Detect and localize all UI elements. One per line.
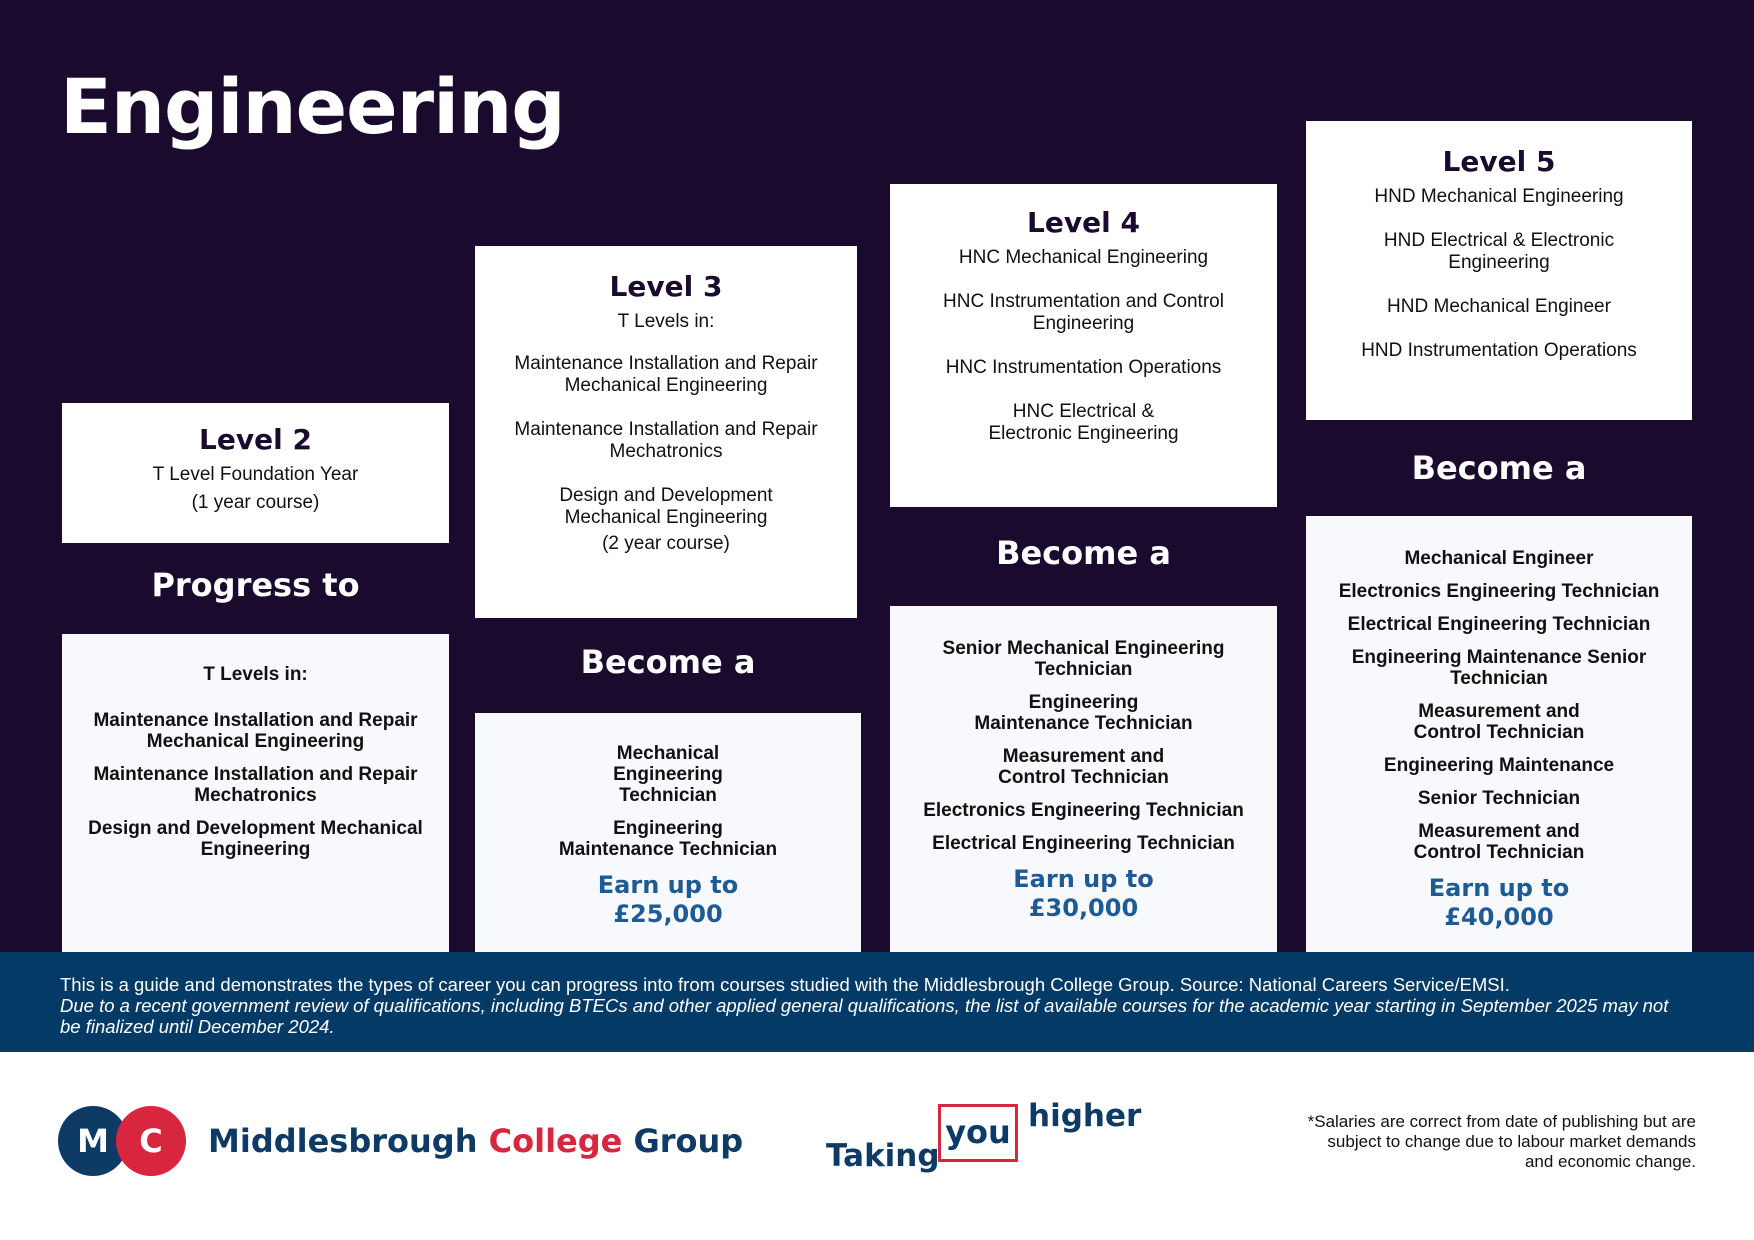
level-2-qual: (1 year course) (191, 492, 320, 513)
level-5-qual: HND Instrumentation Operations (1361, 340, 1637, 361)
outcome-item: Measurement and Control Technician (1413, 701, 1585, 743)
earn-label: Earn up to (597, 871, 739, 899)
salary-disclaimer: *Salaries are correct from date of publishing but are subject to change due to labour market demands and economic change. (1307, 1112, 1696, 1171)
level-3-qual: (2 year course) (602, 533, 730, 554)
outcome-item: Mechanical Engineer (1404, 548, 1594, 569)
earn-value: £30,000 (1028, 894, 1139, 922)
level-3-card (475, 246, 857, 618)
level-4-qual: HNC Mechanical Engineering (958, 247, 1209, 268)
outcome-item: Senior Mechanical Engineering Technician (942, 638, 1225, 680)
outcome-item: Engineering Maintenance Senior Technician (1351, 647, 1647, 689)
level-4-band: Become a (996, 534, 1171, 572)
level-2-outcomes (62, 634, 449, 952)
level-2-card (62, 403, 449, 543)
logo-m-circle: M (58, 1106, 128, 1176)
college-name (208, 1122, 743, 1160)
outcome-item: Electrical Engineering Technician (1347, 614, 1651, 635)
level-3-qual: T Levels in: (617, 311, 715, 332)
level-3-outcomes (475, 713, 861, 952)
level-5-outcomes (1306, 516, 1692, 952)
level-4-heading: Level 4 (1027, 206, 1140, 239)
footer-notes (0, 952, 1754, 1052)
level-3-qual: Maintenance Installation and Repair Mechanical Engineering (514, 353, 818, 396)
outcome-item: Maintenance Installation and Repair Mechanical Engineering (93, 710, 418, 752)
earn-value: £40,000 (1444, 903, 1554, 931)
level-5-card (1306, 121, 1692, 420)
level-4-outcomes (890, 606, 1277, 952)
tagline-logo (826, 1098, 1142, 1190)
footer-guide-text: This is a guide and demonstrates the types of career you can progress into from courses studied with the Middlesbrough College Group. Source: National Careers Service/EMSI. (60, 974, 1510, 995)
college-name-part: Middlesbrough (208, 1122, 478, 1160)
level-5-qual: HND Mechanical Engineer (1387, 296, 1611, 317)
college-name-part: College (488, 1122, 623, 1160)
college-logo (58, 1106, 188, 1176)
outcome-item: Design and Development Mechanical Engineering (88, 818, 423, 860)
outcome-item: Measurement and Control Technician (1413, 821, 1585, 863)
level-2-qual: T Level Foundation Year (152, 464, 359, 485)
level-4-card (890, 184, 1277, 507)
level-5-band: Become a (1411, 449, 1587, 487)
outcome-item: Electrical Engineering Technician (932, 833, 1235, 854)
tagline-you: you (938, 1104, 1018, 1162)
footer-qualification-note: Due to a recent government review of qualifications, including BTECs and other applied general qualifications, the list of available courses for the academic year starting in September 2025 may not be finalized until December 2024. (60, 995, 1669, 1037)
level-3-qual: Maintenance Installation and Repair Mechatronics (514, 419, 818, 462)
level-2-intro: T Levels in: (203, 664, 308, 685)
outcome-item: Engineering Maintenance (1383, 755, 1615, 776)
level-4-qual: HNC Electrical & Electronic Engineering (988, 401, 1179, 444)
outcome-item: Electronics Engineering Technician (1338, 581, 1660, 602)
college-name-part: Group (633, 1122, 744, 1160)
page-title: Engineering (60, 62, 565, 151)
outcome-item: Engineering Maintenance Technician (558, 818, 778, 860)
level-4-qual: HNC Instrumentation and Control Engineering (943, 291, 1224, 334)
level-3-heading: Level 3 (609, 270, 723, 303)
tagline-higher: higher (1028, 1098, 1142, 1134)
outcome-item: Mechanical Engineering Technician (613, 743, 723, 806)
outcome-item: Electronics Engineering Technician (923, 800, 1244, 821)
level-5-qual: HND Electrical & Electronic Engineering (1383, 230, 1615, 273)
level-4-qual: HNC Instrumentation Operations (945, 357, 1222, 378)
earn-label: Earn up to (1013, 865, 1154, 893)
tagline-taking: Taking (826, 1138, 940, 1174)
logo-c-circle: C (116, 1106, 186, 1176)
level-5-heading: Level 5 (1442, 145, 1556, 178)
level-3-band: Become a (580, 643, 756, 681)
earn-label: Earn up to (1428, 874, 1570, 902)
level-2-heading: Level 2 (199, 423, 312, 456)
outcome-item: Engineering Maintenance Technician (974, 692, 1193, 734)
level-5-qual: HND Mechanical Engineering (1374, 186, 1624, 207)
outcome-item: Measurement and Control Technician (998, 746, 1169, 788)
outcome-item: Senior Technician (1417, 788, 1581, 809)
level-2-band: Progress to (151, 566, 360, 604)
outcome-item: Maintenance Installation and Repair Mechatronics (93, 764, 418, 806)
earn-value: £25,000 (613, 900, 723, 928)
level-3-qual: Design and Development Mechanical Engineering (559, 485, 773, 528)
